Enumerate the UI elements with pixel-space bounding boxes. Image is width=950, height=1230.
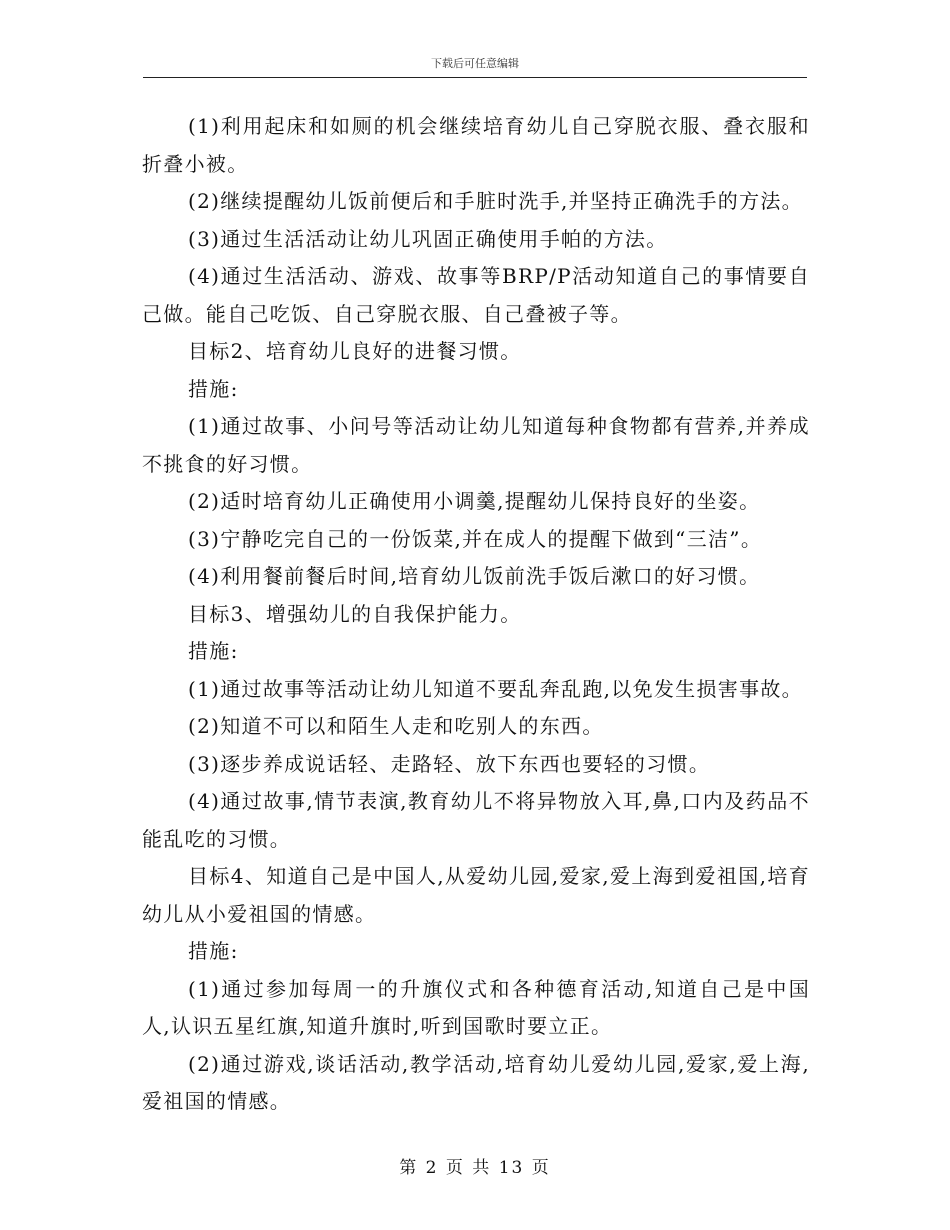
paragraph-19: (1)通过参加每周一的升旗仪式和各种德育活动,知道自己是中国人,认识五星红旗,知道升旗时,听到国歌时要立正。: [142, 976, 810, 1038]
paragraph-10: (4)利用餐前餐后时间,培育幼儿饭前洗手饭后漱口的好习惯。: [188, 564, 761, 588]
header-divider: [143, 77, 807, 78]
paragraph-15: (3)逐步养成说话轻、走路轻、放下东西也要轻的习惯。: [188, 751, 711, 776]
header-note: 下载后可任意编辑: [431, 57, 519, 70]
measures-label-goal-3: 措施:: [188, 639, 239, 663]
goal-3-heading: 目标3、增强幼儿的自我保护能力。: [188, 601, 522, 626]
measures-label-goal-4: 措施:: [188, 939, 239, 963]
paragraph-13: (1)通过故事等活动让幼儿知道不要乱奔乱跑,以免发生损害事故。: [188, 676, 803, 701]
document-body: [142, 108, 810, 1121]
page-number: 第 2 页 共 13 页: [399, 1158, 551, 1178]
paragraph-1: (1)利用起床和如厕的机会继续培育幼儿自己穿脱衣服、叠衣服和折叠小被。: [142, 114, 810, 176]
paragraph-16: (4)通过故事,情节表演,教育幼儿不将异物放入耳,鼻,口内及药品不能乱吃的习惯。: [142, 789, 810, 851]
measures-label-goal-2: 措施:: [188, 376, 239, 401]
paragraph-3: (3)通过生活活动让幼儿巩固正确使用手帕的方法。: [188, 226, 668, 251]
goal-4-heading: 目标4、知道自己是中国人,从爱幼儿园,爱家,爱上海到爱祖国,培育幼儿从小爱祖国的情感。: [142, 864, 810, 926]
paragraph-4: (4)通过生活活动、游戏、故事等BRP/P活动知道自己的事情要自己做。能自己吃饭、自己穿脱衣服、自己叠被子等。: [142, 264, 810, 326]
paragraph-9: (3)宁静吃完自己的一份饭菜,并在成人的提醒下做到“三洁”。: [188, 526, 763, 551]
goal-2-heading: 目标2、培育幼儿良好的进餐习惯。: [188, 339, 522, 363]
paragraph-8: (2)适时培育幼儿正确使用小调羹,提醒幼儿保持良好的坐姿。: [188, 489, 761, 513]
paragraph-7: (1)通过故事、小问号等活动让幼儿知道每种食物都有营养,并养成不挑食的好习惯。: [142, 414, 810, 476]
paragraph-2: (2)继续提醒幼儿饭前便后和手脏时洗手,并坚持正确洗手的方法。: [188, 189, 803, 213]
paragraph-14: (2)知道不可以和陌生人走和吃别人的东西。: [188, 714, 604, 738]
paragraph-20: (2)通过游戏,谈话活动,教学活动,培育幼儿爱幼儿园,爱家,爱上海,爱祖国的情感。: [142, 1051, 810, 1113]
